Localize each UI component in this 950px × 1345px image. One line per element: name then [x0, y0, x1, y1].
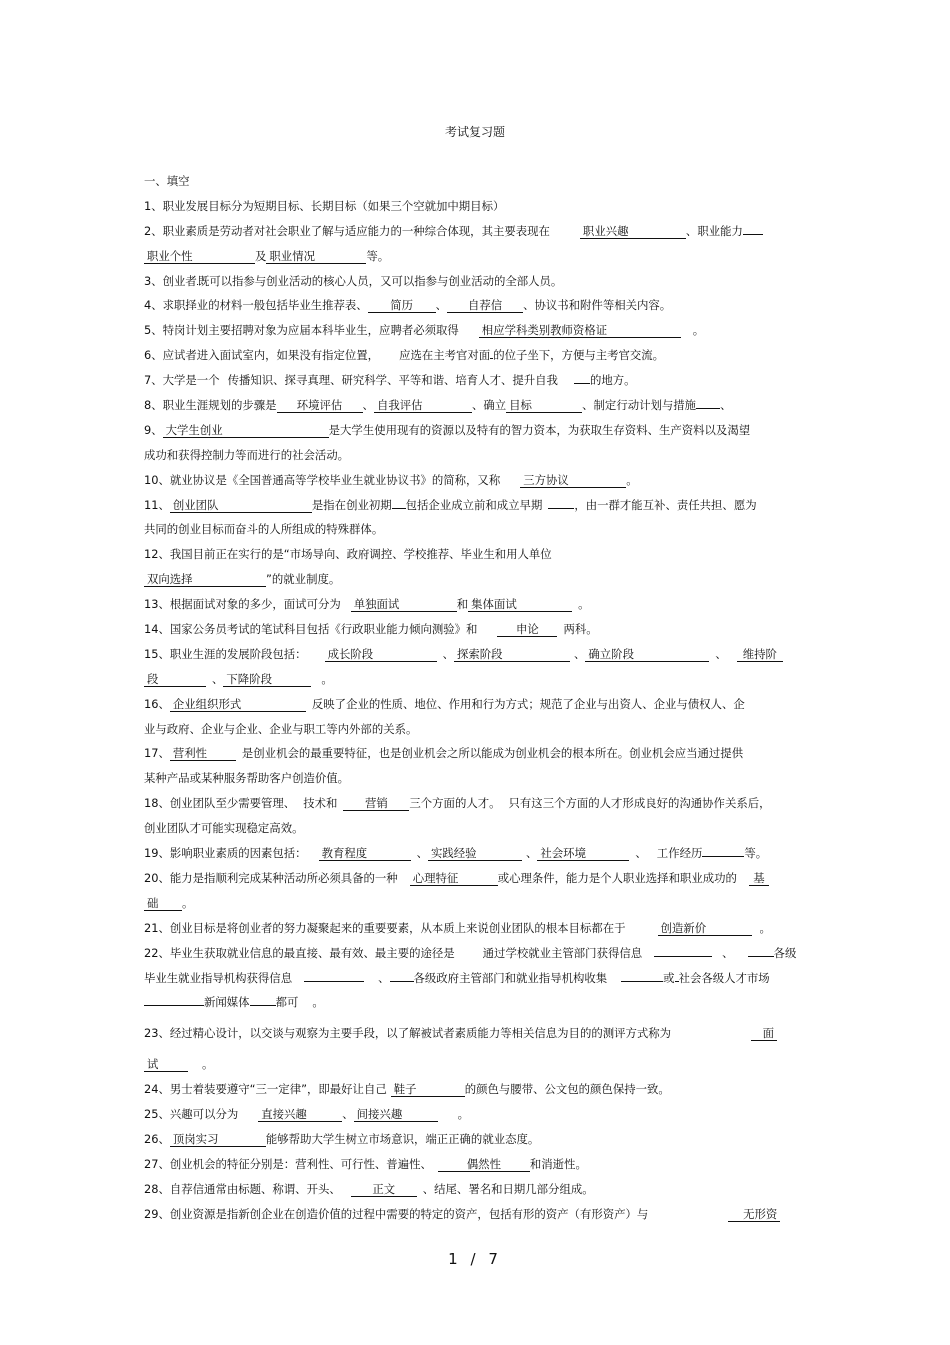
answer-blank: 确立阶段	[585, 647, 709, 662]
question-5: 5、特岗计划主要招聘对象为应届本科毕业生，应聘者必须取得 相应学科类别教师资格证 。	[144, 323, 705, 338]
answer-blank: 段	[144, 672, 206, 687]
question-17-cont: 某种产品或某种服务帮助客户创造价值。	[144, 771, 350, 786]
question-22-cont2: 新闻媒体 都可 。	[144, 990, 808, 1015]
answer-blank: 企业组织形式	[170, 697, 306, 712]
question-27: 27、创业机会的特征分别是：营利性、可行性、普遍性、 偶然性 和消逝性。	[144, 1156, 587, 1171]
answer-blank: 单独面试	[351, 597, 457, 612]
question-22-cont: 毕业生就业指导机构获得信息 、 各级政府主管部门和就业指导机构收集 或 社会各级人才市场	[144, 970, 770, 985]
answer-blank: 社会环境	[537, 846, 629, 861]
question-20: 20、能力是指顺利完成某种活动所必须具备的一种 心理特征 或心理条件，能力是个人职业选择和职业成功的 基	[144, 866, 808, 891]
question-23-cont: 试 。	[144, 1052, 808, 1077]
answer-blank: 下降阶段	[223, 672, 311, 687]
answer-blank: 自荐信	[447, 298, 523, 313]
answer-blank: 申论	[497, 622, 557, 637]
answer-blank: 教育程度	[319, 846, 411, 861]
question-19: 19、影响职业素质的因素包括： 教育程度 、 实践经验 、 社会环境 、 工作经历 等。	[144, 846, 768, 861]
answer-blank: 环境评估	[277, 398, 363, 413]
answer-blank: 偶然性	[438, 1157, 530, 1172]
question-8: 8、职业生涯规划的步骤是 环境评估 、 自我评估 、确立 目标 、制定行动计划与措施 、	[144, 398, 732, 413]
question-12: 12、我国目前正在实行的是“市场导向、政府调控、学校推荐、毕业生和用人单位	[144, 547, 552, 562]
question-16-cont: 业与政府、企业与企业、企业与职工等内外部的关系。	[144, 721, 418, 736]
answer-blank: 营利性	[170, 746, 236, 761]
question-16: 16、 企业组织形式 反映了企业的性质、地位、作用和行为方式；规范了企业与出资人、企业与债权人、企	[144, 696, 745, 711]
answer-blank: 试	[144, 1057, 188, 1072]
page-number: 1 / 7	[448, 1250, 502, 1268]
answer-blank: 实践经验	[428, 846, 522, 861]
answer-blank: 集体面试	[468, 597, 572, 612]
question-29: 29、创业资源是指新创企业在创造价值的过程中需要的特定的资产，包括有形的资产（有形资产）与 无形资	[144, 1202, 808, 1227]
question-10: 10、就业协议是《全国普通高等学校毕业生就业协议书》的简称，又称 三方协议 。	[144, 472, 638, 487]
answer-blank: 成长阶段	[325, 647, 437, 662]
answer-blank: 营销	[343, 796, 409, 811]
question-21: 21、创业目标是将创业者的努力凝聚起来的重要要素，从本质上来说创业团队的根本目标都在于 创造新价 。	[144, 920, 771, 935]
answer-blank: 创造新价	[658, 921, 752, 936]
answer-blank: 基	[749, 871, 769, 886]
question-9-cont: 成功和获得控制力等而进行的社会活动。	[144, 447, 350, 462]
question-26: 26、 顶岗实习 能够帮助大学生树立市场意识，端正正确的就业态度。	[144, 1131, 540, 1146]
question-14: 14、国家公务员考试的笔试科目包括《行政职业能力倾向测验》和 申论 两科。	[144, 622, 598, 637]
question-22: 22、毕业生获取就业信息的最直接、最有效、最主要的途径是 通过学校就业主管部门获得信息 、 各级	[144, 945, 797, 960]
question-9: 9、 大学生创业 是大学生使用现有的资源以及特有的智力资本，为获取生存资料、生产资料以及渴望	[144, 422, 751, 437]
answer-blank: 相应学科类别教师资格证	[479, 323, 681, 338]
answer-blank: 自我评估	[374, 398, 472, 413]
question-13: 13、根据面试对象的多少，面试可分为 单独面试 和 集体面试 。	[144, 597, 590, 612]
question-17: 17、 营利性 是创业机会的最重要特征，也是创业机会之所以能成为创业机会的根本所在。创业机会应当通过提供	[144, 746, 744, 761]
answer-blank: 间接兴趣	[354, 1107, 438, 1122]
answer-blank: 双向选择	[144, 572, 266, 587]
question-12-cont: 双向选择 ”的就业制度。	[144, 567, 808, 592]
answer-blank: 鞋子	[391, 1082, 465, 1097]
question-11-cont: 共同的创业目标而奋斗的人所组成的特殊群体。	[144, 522, 384, 537]
answer-blank: 面	[751, 1026, 777, 1041]
question-11: 11、 创业团队 是指在创业初期 包括企业成立前和成立早期 ，由一群才能互补、责任共担、愿为	[144, 497, 757, 512]
section-heading: 一、填空	[144, 174, 190, 188]
answer-blank: 顶岗实习	[170, 1132, 266, 1147]
answer-blank: 正文	[351, 1182, 417, 1197]
question-18: 18、创业团队至少需要管理、 技术和 营销 三个方面的人才。 只有这三个方面的人才形成良好的沟通协作关系后，	[144, 796, 771, 811]
question-20-cont: 础 。	[144, 891, 808, 916]
answer-blank: 大学生创业	[163, 423, 329, 438]
answer-blank: 维持阶	[737, 647, 783, 662]
exam-content	[144, 169, 808, 1227]
question-18-cont: 创业团队才可能实现稳定高效。	[144, 821, 304, 836]
answer-blank: 直接兴趣	[258, 1107, 342, 1122]
answer-blank: 创业团队	[170, 498, 312, 513]
answer-blank: 探索阶段	[454, 647, 570, 662]
answer-blank: 目标	[506, 398, 582, 413]
document-title: 考试复习题	[444, 125, 505, 139]
question-7: 7、大学是一个 传播知识、探寻真理、研究科学、平等和谐、培育人才、提升自我 的地方。	[144, 373, 636, 388]
answer-blank: 础	[144, 896, 182, 911]
question-15: 15、职业生涯的发展阶段包括： 成长阶段 、 探索阶段 、 确立阶段 、 维持阶	[144, 642, 808, 667]
question-2-cont: 职业个性 及 职业情况 等。	[144, 244, 808, 269]
question-25: 25、兴趣可以分为 直接兴趣 、 间接兴趣 。	[144, 1107, 470, 1122]
answer-blank: 简历	[368, 298, 436, 313]
answer-blank: 无形资	[728, 1207, 780, 1222]
question-24: 24、男士着装要遵守“三一定律”，即最好让自己 鞋子 的颜色与腰带、公文包的颜色保持一致。	[144, 1082, 670, 1097]
question-28: 28、自荐信通常由标题、称谓、开头、 正文 、结尾、署名和日期几部分组成。	[144, 1181, 594, 1196]
answer-blank: 职业情况	[266, 249, 366, 264]
answer-blank: 心理特征	[410, 871, 498, 886]
answer-blank: 职业兴趣	[580, 224, 686, 239]
question-23: 23、经过精心设计，以交谈与观察为主要手段，以了解被试者素质能力等相关信息为目的的测评方式称为 面	[144, 1015, 808, 1052]
question-6: 6、应试者进入面试室内，如果没有指定位置， 应选在主考官对面 的位子坐下，方便与主考官交流。	[144, 348, 665, 363]
question-4: 4、求职择业的材料一般包括毕业生推荐表、 简历 、 自荐信 、协议书和附件等相关内容。	[144, 298, 672, 313]
question-2: 2、职业素质是劳动者对社会职业了解与适应能力的一种综合体现，其主要表现在 职业兴趣 、职业能力	[144, 219, 808, 244]
question-1: 1、职业发展目标分为短期目标、长期目标（如果三个空就加中期目标）	[144, 198, 505, 213]
question-15-cont: 段 、 下降阶段 。	[144, 667, 808, 692]
answer-blank: 职业个性	[144, 249, 255, 264]
question-3: 3、创业者既可以指参与创业活动的核心人员，又可以指参与创业活动的全部人员。	[144, 273, 563, 288]
answer-blank: 三方协议	[520, 473, 626, 488]
